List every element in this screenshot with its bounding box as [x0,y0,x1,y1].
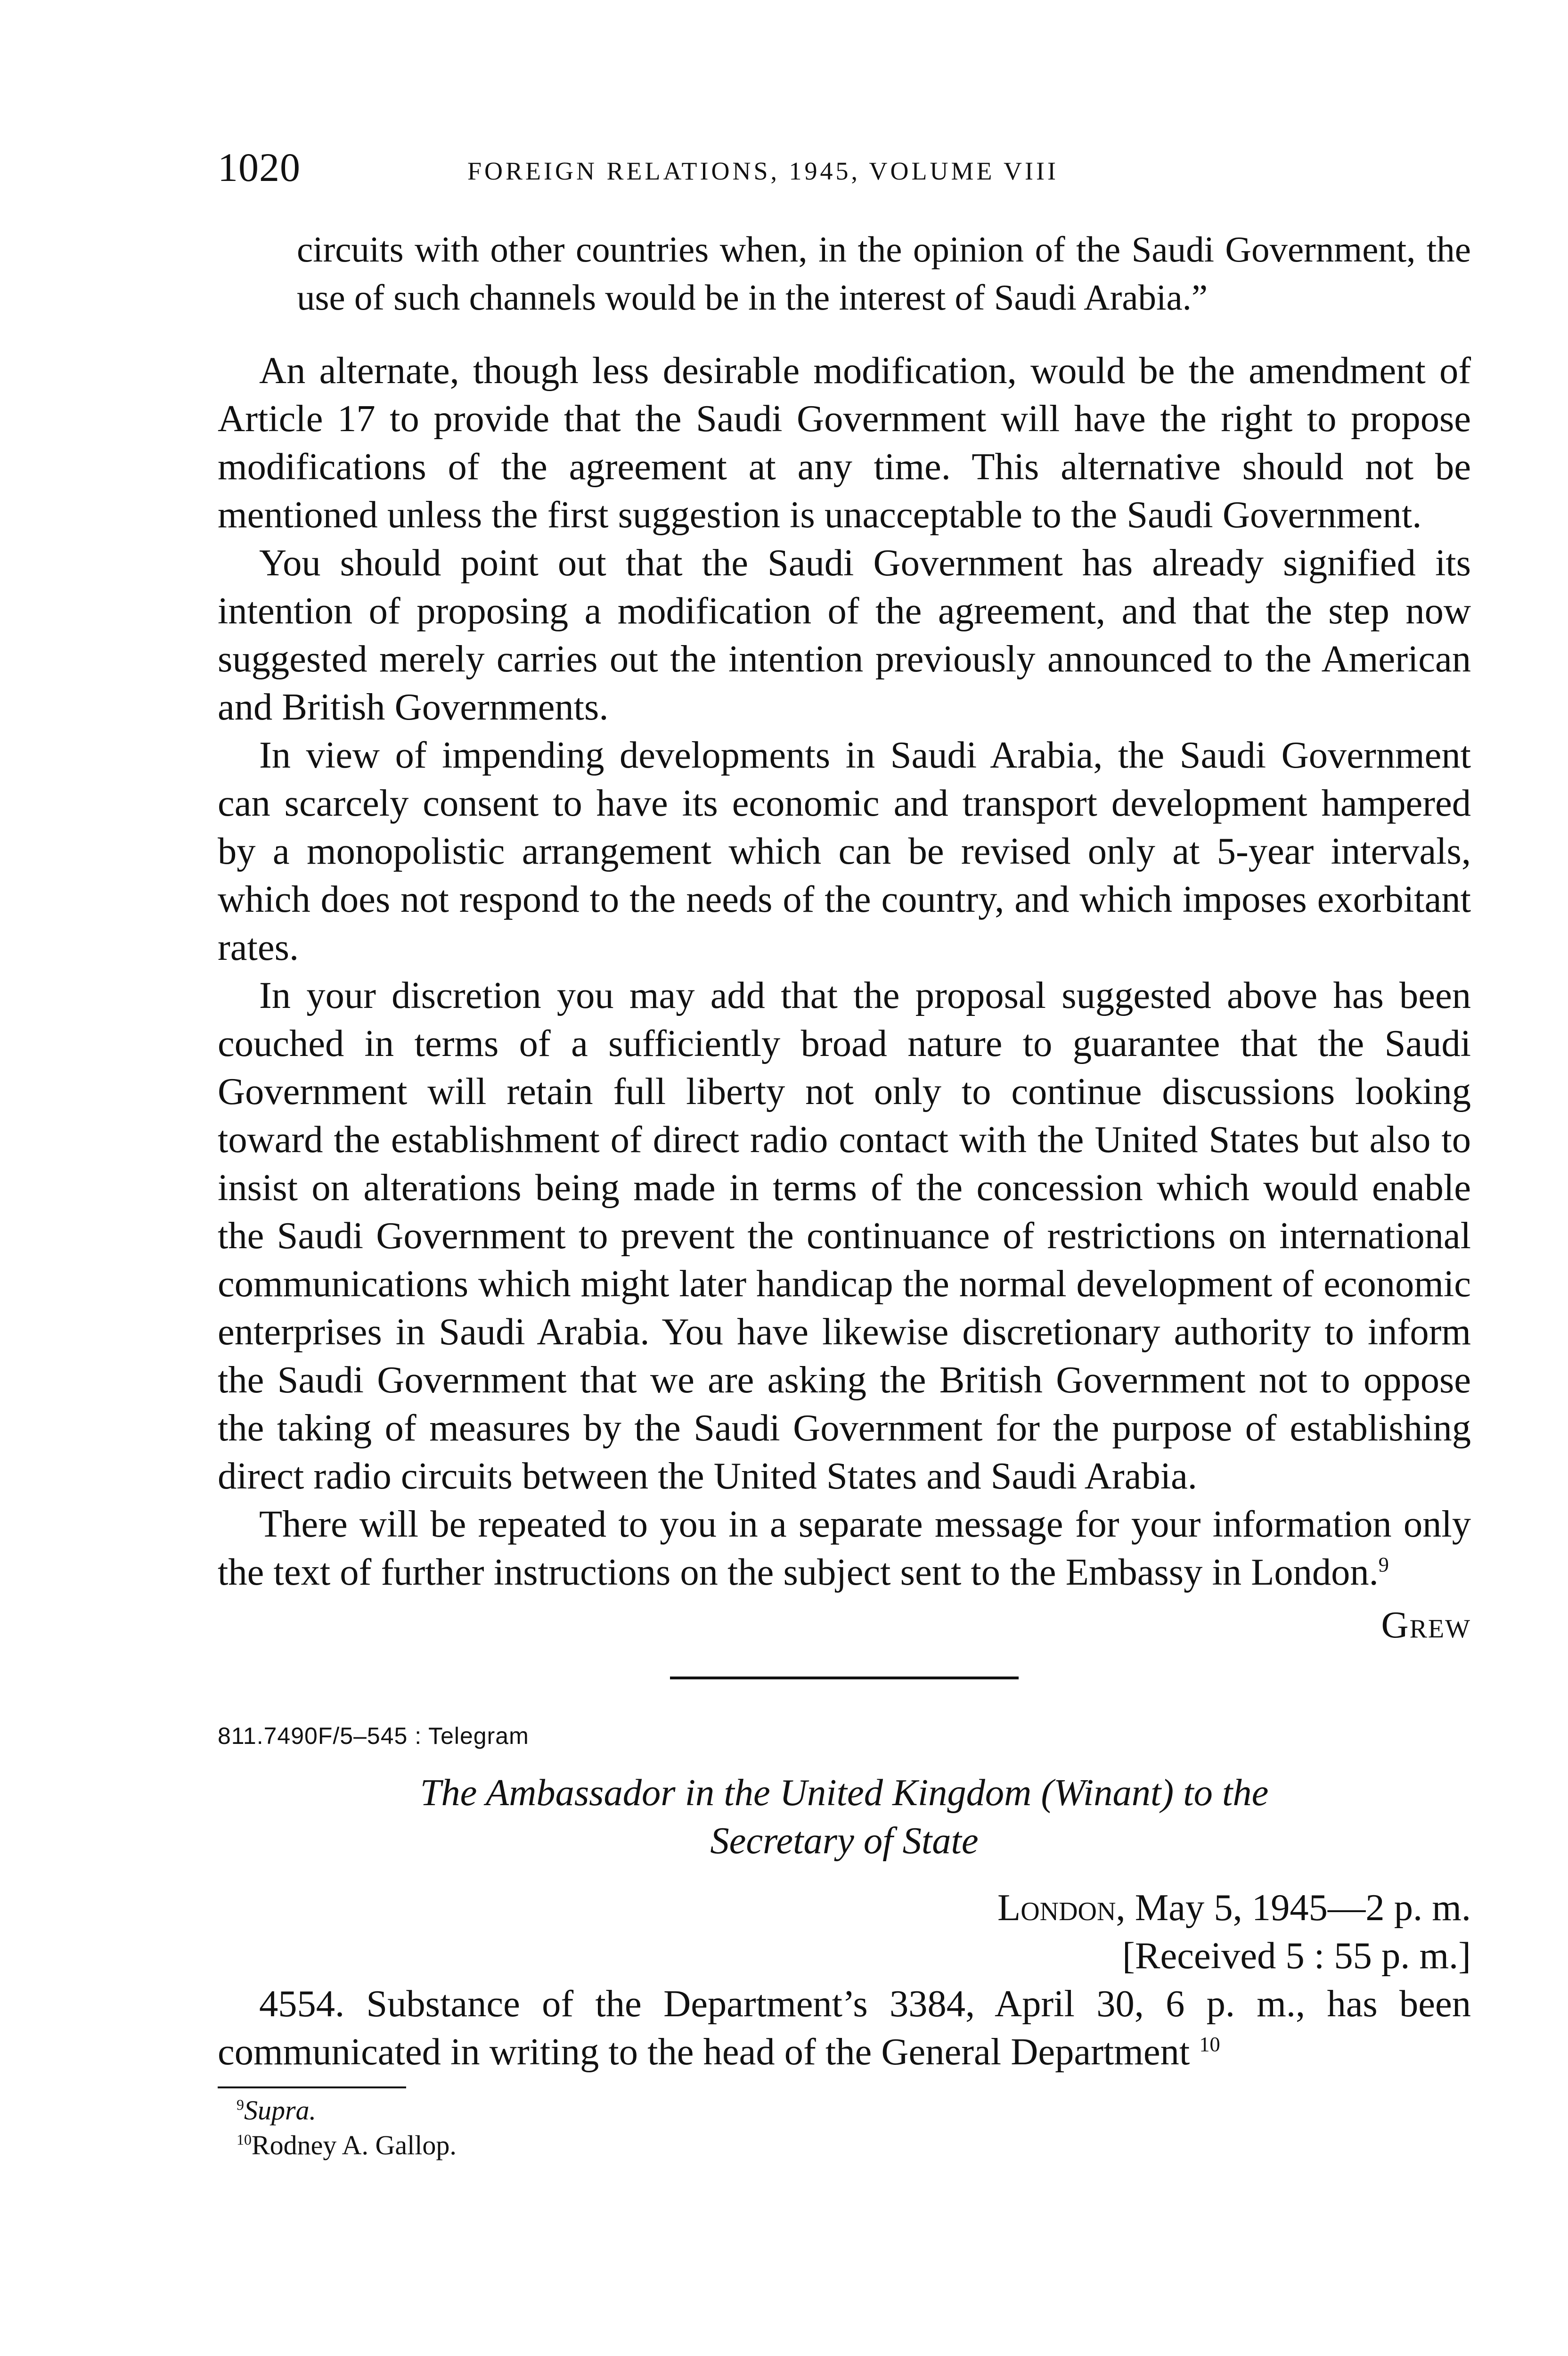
date-time: , May 5, 1945—2 p. m. [1116,1887,1471,1929]
footnote-10-marker: 10 [237,2131,252,2148]
telegram-text: 4554. Substance of the Department’s 3384, April 30, 6 p. m., has been communicated in writing to the head of the General Department [218,1983,1471,2073]
document-heading-line-2: Secretary of State [710,1820,979,1862]
footnote-10 [237,2128,1471,2163]
quoted-paragraph-continuation: circuits with other countries when, in the opinion of the Saudi Government, the use of such channels would be in the interest of Saudi Arabia.” [297,229,1471,318]
section-divider [670,1677,1019,1679]
telegram-text-paragraph [218,1980,1471,2076]
page-number: 1020 [218,145,301,190]
place-and-date [218,1884,1471,1932]
file-reference: 811.7490F/5–545 : Telegram [218,1723,529,1749]
document-heading [218,1769,1471,1865]
signature: Grew [1381,1604,1471,1646]
footnote-10-text: Rodney A. Gallop. [251,2130,457,2160]
paragraph-discretion: In your discretion you may add that the proposal suggested above has been couched in terms of a sufficiently broad nature to guarantee that the Saudi Government will retain full liberty not only to continue discussions looking toward the establishment of direct radio contact with the United States but also to insist on alterations being made in terms of the concession which would enable the Saudi Government to prevent the continuance of restrictions on international communications which might later handicap the normal development of economic enterprises in Saudi Arabia. You have likewise discretionary authority to inform the Saudi Government that we are asking the British Government not to oppose the taking of measures by the Saudi Government for the purpose of establishing direct radio circuits between the United States and Saudi Arabia. [218,974,1471,1497]
footnote-9 [237,2093,1471,2128]
footnote-9-marker: 9 [237,2096,244,2113]
paragraph-repeated-message [218,1500,1471,1596]
document-heading-line-1: The Ambassador in the United Kingdom (Winant) to the [420,1772,1269,1814]
footnote-ref-9: 9 [1378,1553,1389,1577]
footnote-divider [218,2086,406,2088]
body-text [218,225,1471,2163]
received-time: [Received 5 : 55 p. m.] [1122,1935,1471,1977]
footnotes [237,2093,1471,2163]
place-name: London [997,1887,1116,1929]
paragraph-point-out: You should point out that the Saudi Government has already signified its intention of proposing a modification of the agreement, and that the step now suggested merely carries out the intention previously announced to the American and British Governments. [218,542,1471,728]
running-header [218,141,1471,193]
paragraph-impending-developments: In view of impending developments in Saudi Arabia, the Saudi Government can scarcely consent to have its economic and transport development hampered by a monopolistic arrangement which can be revised only at 5-year intervals, which does not respond to the needs of the country, and which imposes exorbitant rates. [218,734,1471,968]
footnote-ref-10: 10 [1199,2033,1220,2056]
footnote-9-text: Supra. [244,2095,317,2126]
running-title: FOREIGN RELATIONS, 1945, VOLUME VIII [467,157,1059,185]
paragraph-repeated-message-text: There will be repeated to you in a separate message for your information only the text of further instructions on the subject sent to the Embassy in London. [218,1503,1471,1593]
paragraph-alternate-modification: An alternate, though less desirable modification, would be the amendment of Article 17 to provide that the Saudi Government will have the right to propose modifications of the agreement at any time. This alternative should not be mentioned unless the first suggestion is unacceptable to the Saudi Government. [218,350,1471,536]
